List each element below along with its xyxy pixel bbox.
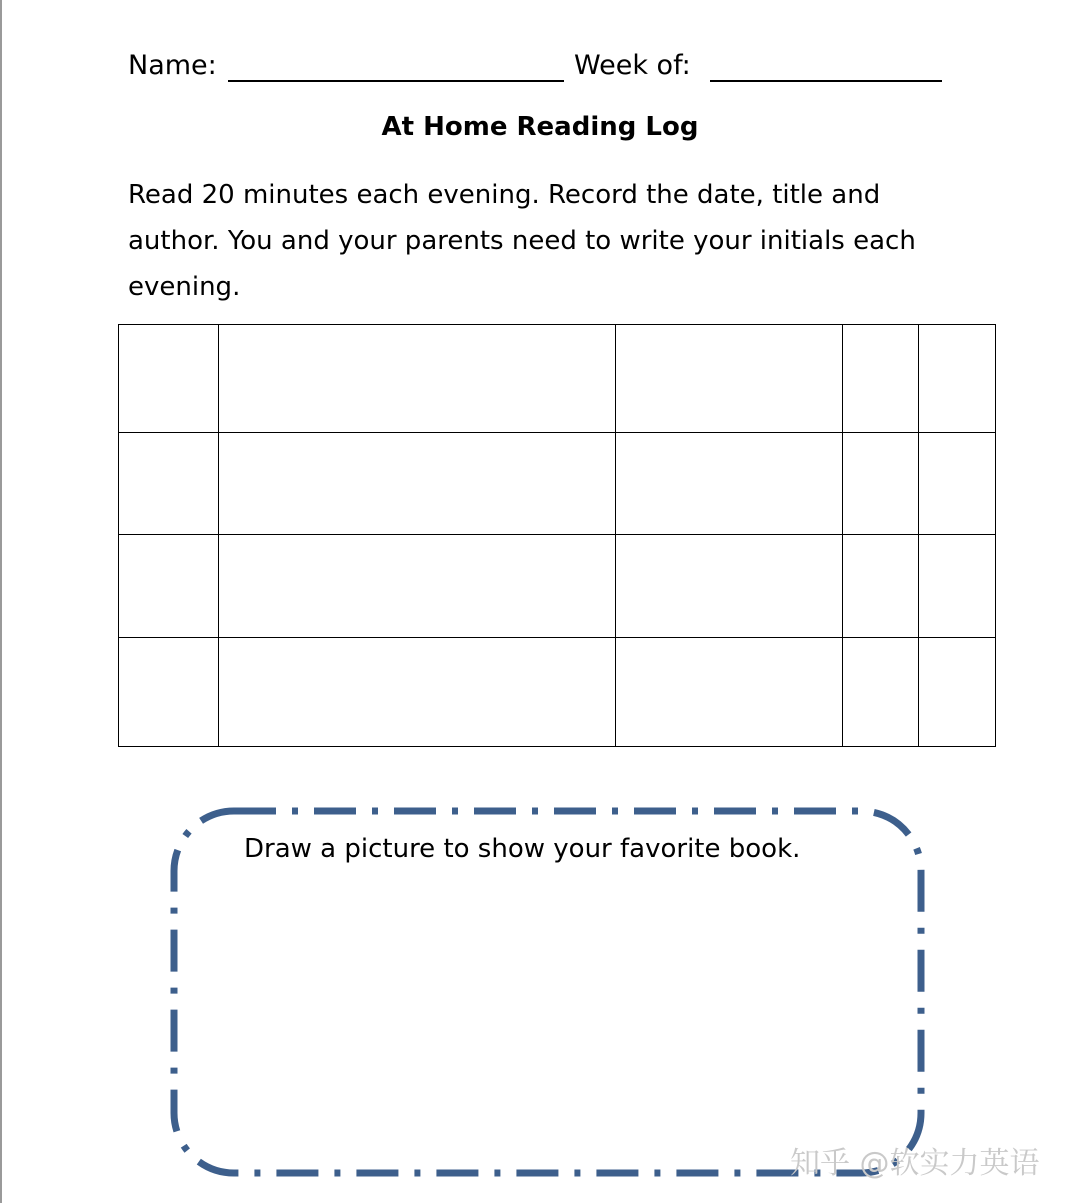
author-cell[interactable] [616, 433, 843, 535]
table-row [119, 535, 996, 638]
title-cell[interactable] [219, 325, 616, 433]
title-cell[interactable] [219, 535, 616, 638]
author-cell[interactable] [616, 638, 843, 747]
week-label: Week of: [574, 50, 691, 81]
name-blank-line[interactable] [228, 80, 564, 82]
student-initials-cell[interactable] [843, 325, 919, 433]
page-left-edge [0, 0, 2, 1203]
parent-initials-cell[interactable] [919, 638, 996, 747]
table-row [119, 433, 996, 535]
date-cell[interactable] [119, 325, 219, 433]
parent-initials-cell[interactable] [919, 535, 996, 638]
header-fields [128, 46, 948, 86]
author-cell[interactable] [616, 325, 843, 433]
drawing-caption: Draw a picture to show your favorite book. [244, 834, 801, 864]
date-cell[interactable] [119, 433, 219, 535]
student-initials-cell[interactable] [843, 433, 919, 535]
watermark: 知乎 @软实力英语 [790, 1146, 1040, 1181]
page-title: At Home Reading Log [381, 112, 699, 142]
title-cell[interactable] [219, 433, 616, 535]
parent-initials-cell[interactable] [919, 433, 996, 535]
table-row [119, 325, 996, 433]
dash-dot-border [174, 811, 921, 1173]
student-initials-cell[interactable] [843, 535, 919, 638]
name-label: Name: [128, 50, 217, 81]
student-initials-cell[interactable] [843, 638, 919, 747]
table-row [119, 638, 996, 747]
week-blank-line[interactable] [710, 80, 942, 82]
date-cell[interactable] [119, 638, 219, 747]
date-cell[interactable] [119, 535, 219, 638]
parent-initials-cell[interactable] [919, 325, 996, 433]
instructions-text: Read 20 minutes each evening. Record the date, title and author. You and your parents need to write your initials each evening. [128, 180, 916, 302]
title-cell[interactable] [219, 638, 616, 747]
author-cell[interactable] [616, 535, 843, 638]
reading-log-table [118, 324, 996, 747]
